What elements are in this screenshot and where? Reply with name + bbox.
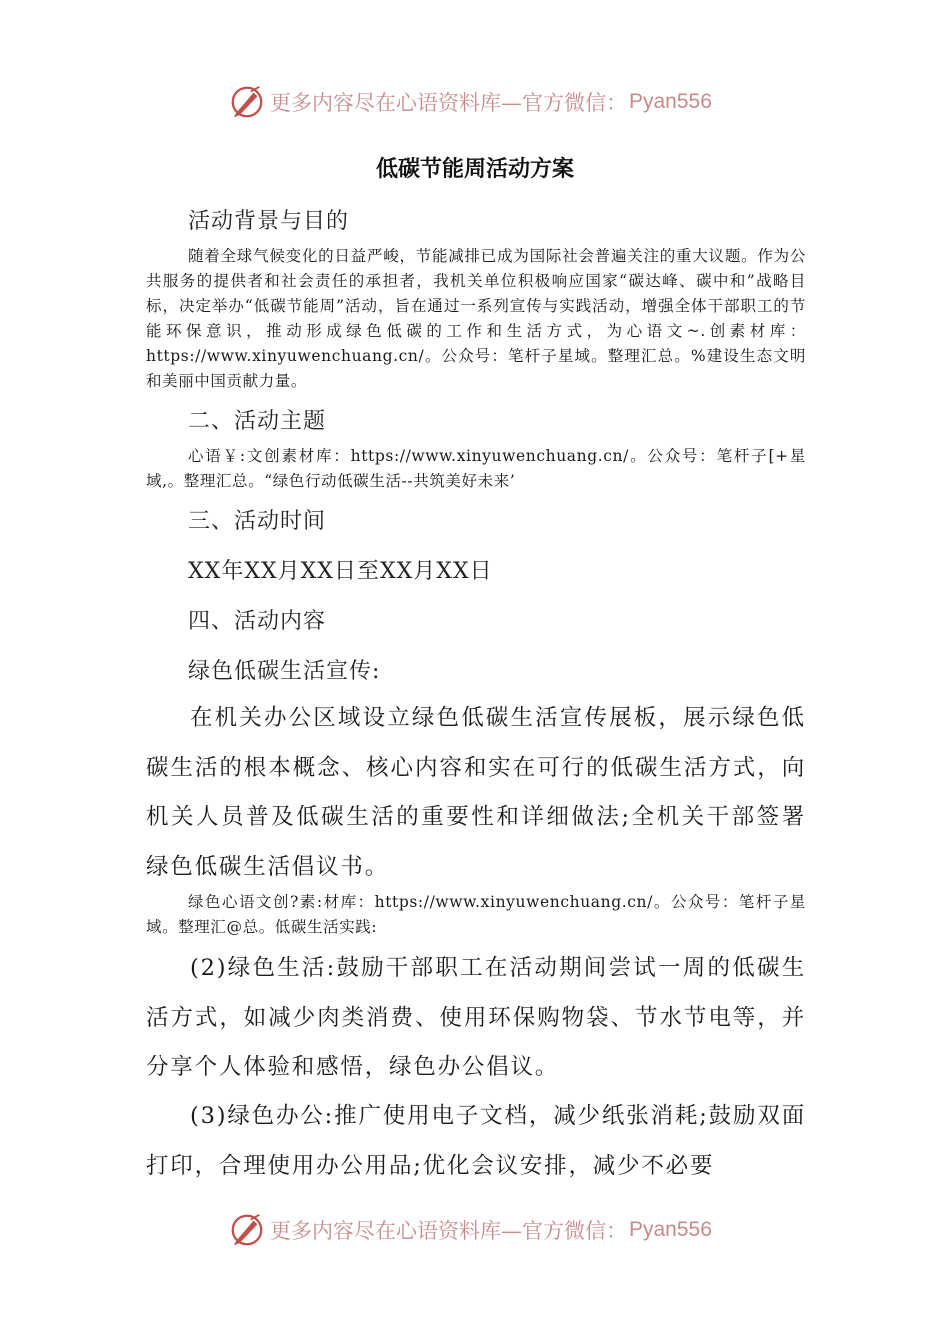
section-body-theme: 心语￥:文创素材库：https://www.xinyuwenchuang.cn/。公众号：笔杆子[+星域,。整理汇总。“绿色行动低碳生活--共筑美好未来’ — [146, 447, 806, 490]
footer-banner-wechat-id: Pyan556 — [629, 1218, 712, 1241]
section-heading-theme: 二、活动主题 — [188, 409, 327, 434]
footer-banner-text: 更多内容尽在心语资料库—官方微信： — [270, 1219, 627, 1243]
section-heading-content: 四、活动内容 — [188, 609, 327, 634]
banner-text: 更多内容尽在心语资料库—官方微信： — [270, 91, 627, 115]
header-banner — [228, 80, 748, 124]
banner-wechat-id: Pyan556 — [629, 90, 712, 113]
paragraph-green-life: (2)绿色生活:鼓励干部职工在活动期间尝试一周的低碳生活方式，如减少肉类消费、使用环保购物袋、节水节电等，并分享个人体验和感悟，绿色办公倡议。 — [146, 955, 806, 1081]
pen-nib-logo-icon — [228, 83, 266, 121]
section-body-background: 随着全球气候变化的日益严峻，节能减排已成为国际社会普遍关注的重大议题。作为公共服务的提供者和社会责任的承担者，我机关单位积极响应国家“碳达峰、碳中和”战略目标，决定举办“低碳节能周”活动，旨在通过一系列宣传与实践活动，增强全体干部职工的节能环保意识，推动形成绿色低碳的工作和生活方式，为心语文~.创素材库：https://www.xinyuwenchuang.cn/。公众号：笔杆子星域。整理汇总。%建设生态文明和美丽中国贡献力量。 — [146, 247, 806, 390]
section-heading-background: 活动背景与目的 — [188, 209, 350, 234]
document-title: 低碳节能周活动方案 — [375, 157, 574, 182]
paragraph-practice-intro: 绿色心语文创?素:材库：https://www.xinyuwenchuang.cn/。公众号：笔杆子星域。整理汇@总。低碳生活实践: — [146, 893, 806, 936]
paragraph-promotion: 在机关办公区域设立绿色低碳生活宣传展板，展示绿色低碳生活的根本概念、核心内容和实在可行的低碳生活方式，向机关人员普及低碳生活的重要性和详细做法;全机关干部签署绿色低碳生活倡议书。 — [146, 705, 806, 880]
paragraph-green-office: (3)绿色办公:推广使用电子文档，减少纸张消耗;鼓励双面打印，合理使用办公用品;优化会议安排，减少不必要 — [146, 1103, 806, 1179]
footer-banner — [228, 1208, 748, 1252]
pen-nib-logo-icon — [228, 1211, 266, 1249]
section-body-time: XX年XX月XX日至XX月XX日 — [188, 559, 493, 584]
subheading-green-promotion: 绿色低碳生活宣传: — [188, 659, 381, 684]
section-heading-time: 三、活动时间 — [188, 509, 327, 534]
